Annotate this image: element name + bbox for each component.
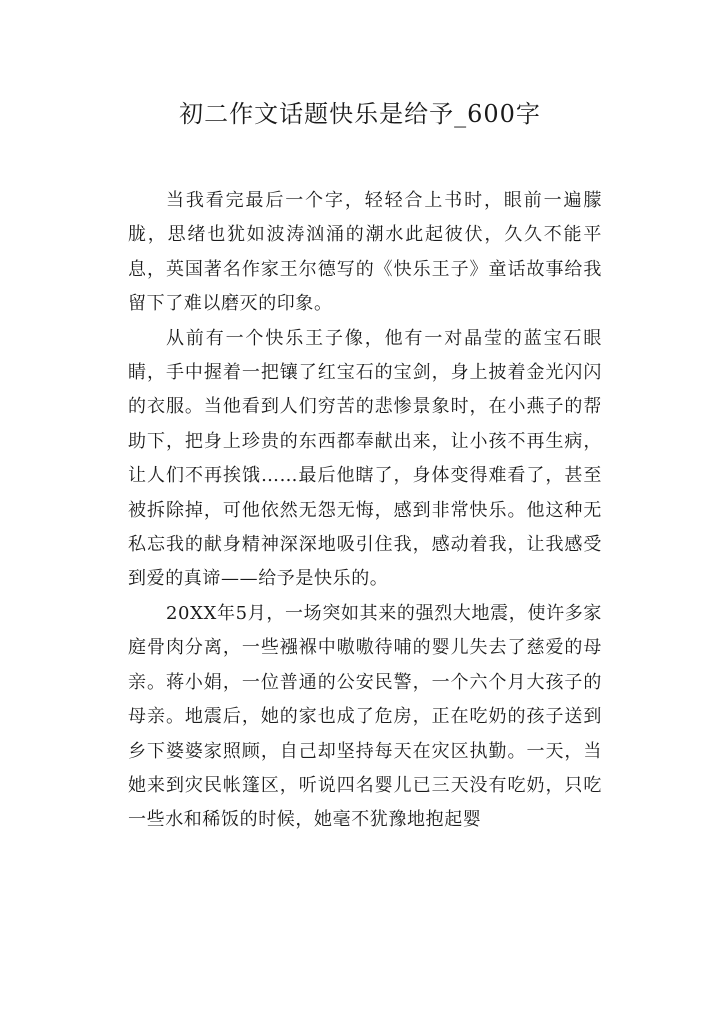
paragraph-3: 20XX年5月，一场突如其来的强烈大地震，使许多家庭骨肉分离，一些襁褓中嗷嗷待哺的婴儿失去了慈爱的母亲。蒋小娟，一位普通的公安民警，一个六个月大孩子的母亲。地震后，她的家也成了危房，正在吃奶的孩子送到乡下婆婆家照顾，自己却坚持每天在灾区执勤。一天，当她来到灾民帐篷区，听说四名婴儿已三天没有吃奶，只吃一些水和稀饭的时候，她毫不犹豫地抱起婴 [128,602,602,831]
paragraph-2: 从前有一个快乐王子像，他有一对晶莹的蓝宝石眼睛，手中握着一把镶了红宝石的宝剑，身上披着金光闪闪的衣服。当他看到人们穷苦的悲惨景象时，在小燕子的帮助下，把身上珍贵的东西都奉献出来，让小孩不再生病，让人们不再挨饿……最后他瞎了，身体变得难看了，甚至被拆除掉，可他依然无怨无悔，感到非常快乐。他这种无私忘我的献身精神深深地吸引住我，感动着我，让我感受到爱的真谛——给予是快乐的。 [128,327,602,590]
document-body [128,184,602,838]
paragraph-1: 当我看完最后一个字，轻轻合上书时，眼前一遍朦胧，思绪也犹如波涛汹涌的潮水此起彼伏，久久不能平息，英国著名作家王尔德写的《快乐王子》童话故事给我留下了难以磨灭的印象。 [128,190,602,315]
document-title: 初二作文话题快乐是给予_600字 [179,100,541,128]
